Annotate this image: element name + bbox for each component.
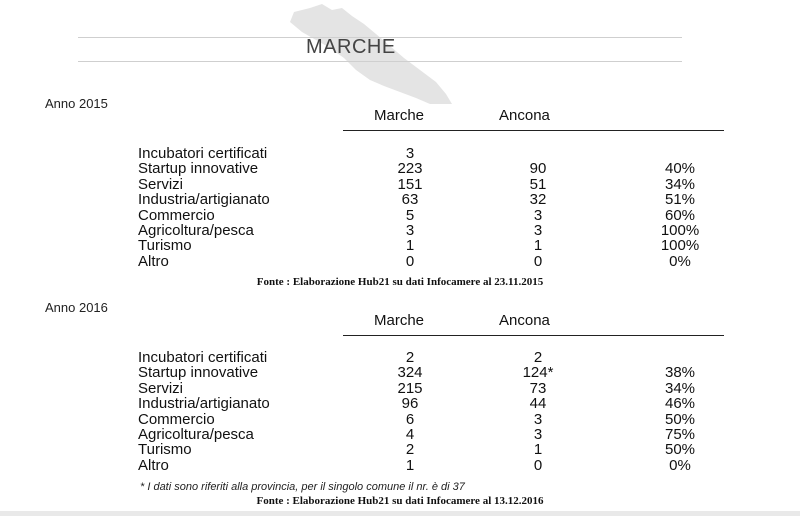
row-label: Agricoltura/pesca <box>138 426 254 443</box>
percent-value: 50% <box>664 441 696 459</box>
marche-value: 63 <box>401 191 419 209</box>
percent-value: 100% <box>660 222 700 239</box>
percent-value: 50% <box>664 410 696 428</box>
ancona-value: 32 <box>529 191 547 209</box>
ancona-value: 124* <box>522 364 554 382</box>
marche-value: 151 <box>397 175 423 193</box>
column-header-ancona: Ancona <box>499 312 550 329</box>
row-label: Commercio <box>138 410 215 428</box>
column-header-marche: Marche <box>374 107 425 124</box>
bottom-band <box>0 511 800 516</box>
table-row <box>0 238 800 254</box>
ancona-value: 1 <box>533 237 543 255</box>
ancona-value: 3 <box>533 426 543 443</box>
percent-value: 46% <box>664 395 696 413</box>
marche-value: 96 <box>401 395 419 413</box>
marche-value: 2 <box>405 349 415 366</box>
source-note: Fonte : Elaborazione Hub21 su dati Infocamere al 13.12.2016 <box>256 495 544 507</box>
marche-value: 324 <box>397 364 423 382</box>
marche-value: 3 <box>405 222 415 239</box>
marche-value: 1 <box>405 456 415 474</box>
percent-value: 34% <box>664 379 696 397</box>
percent-value: 40% <box>664 160 696 178</box>
percent-value: 0% <box>669 456 691 474</box>
row-label: Altro <box>138 456 169 474</box>
ancona-value: 2 <box>533 349 543 366</box>
row-label: Servizi <box>138 175 184 193</box>
marche-value: 5 <box>405 206 415 224</box>
row-label: Startup innovative <box>138 160 259 178</box>
ancona-value: 44 <box>529 395 547 413</box>
percent-value: 75% <box>664 426 696 443</box>
percent-value: 0% <box>669 252 691 270</box>
table-row <box>0 254 800 270</box>
marche-value: 223 <box>397 160 423 178</box>
row-label: Incubatori certificati <box>138 349 268 366</box>
ancona-value: 3 <box>533 410 543 428</box>
table-row <box>0 458 800 474</box>
table-row <box>0 396 800 412</box>
table-row <box>0 161 800 177</box>
marche-value: 215 <box>397 379 423 397</box>
page-title: MARCHE <box>306 36 396 58</box>
table-row <box>0 442 800 458</box>
row-label: Altro <box>138 252 169 270</box>
percent-value: 100% <box>660 237 700 255</box>
header-divider <box>343 130 724 131</box>
row-label: Industria/artigianato <box>138 191 270 209</box>
row-label: Turismo <box>138 441 192 459</box>
percent-value: 60% <box>664 206 696 224</box>
marche-value: 1 <box>405 237 415 255</box>
row-label: Servizi <box>138 379 184 397</box>
title-rule-bottom <box>78 61 682 62</box>
ancona-value: 73 <box>529 379 547 397</box>
header-divider <box>343 335 724 336</box>
source-note: Fonte : Elaborazione Hub21 su dati Infocamere al 23.11.2015 <box>256 276 544 288</box>
percent-value: 34% <box>664 175 696 193</box>
table-row <box>0 192 800 208</box>
row-label: Agricoltura/pesca <box>138 222 254 239</box>
marche-value: 4 <box>405 426 415 443</box>
ancona-value: 3 <box>533 206 543 224</box>
footnote: * I dati sono riferiti alla provincia, per il singolo comune il nr. è di 37 <box>140 481 465 493</box>
ancona-value: 1 <box>533 441 543 459</box>
ancona-value: 0 <box>533 252 543 270</box>
marche-value: 2 <box>405 441 415 459</box>
ancona-value: 90 <box>529 160 547 178</box>
column-header-marche: Marche <box>374 312 425 329</box>
row-label: Incubatori certificati <box>138 145 268 162</box>
marche-value: 6 <box>405 410 415 428</box>
marche-value: 0 <box>405 252 415 270</box>
table-row <box>0 365 800 381</box>
section-year: Anno 2016 <box>45 300 108 315</box>
row-label: Industria/artigianato <box>138 395 270 413</box>
ancona-value: 0 <box>533 456 543 474</box>
column-header-ancona: Ancona <box>499 107 550 124</box>
percent-value: 51% <box>664 191 696 209</box>
ancona-value: 3 <box>533 222 543 239</box>
ancona-value: 51 <box>529 175 547 193</box>
section-year: Anno 2015 <box>45 96 108 111</box>
percent-value: 38% <box>664 364 696 382</box>
marche-value: 3 <box>405 145 415 162</box>
row-label: Commercio <box>138 206 215 224</box>
row-label: Startup innovative <box>138 364 259 382</box>
row-label: Turismo <box>138 237 192 255</box>
